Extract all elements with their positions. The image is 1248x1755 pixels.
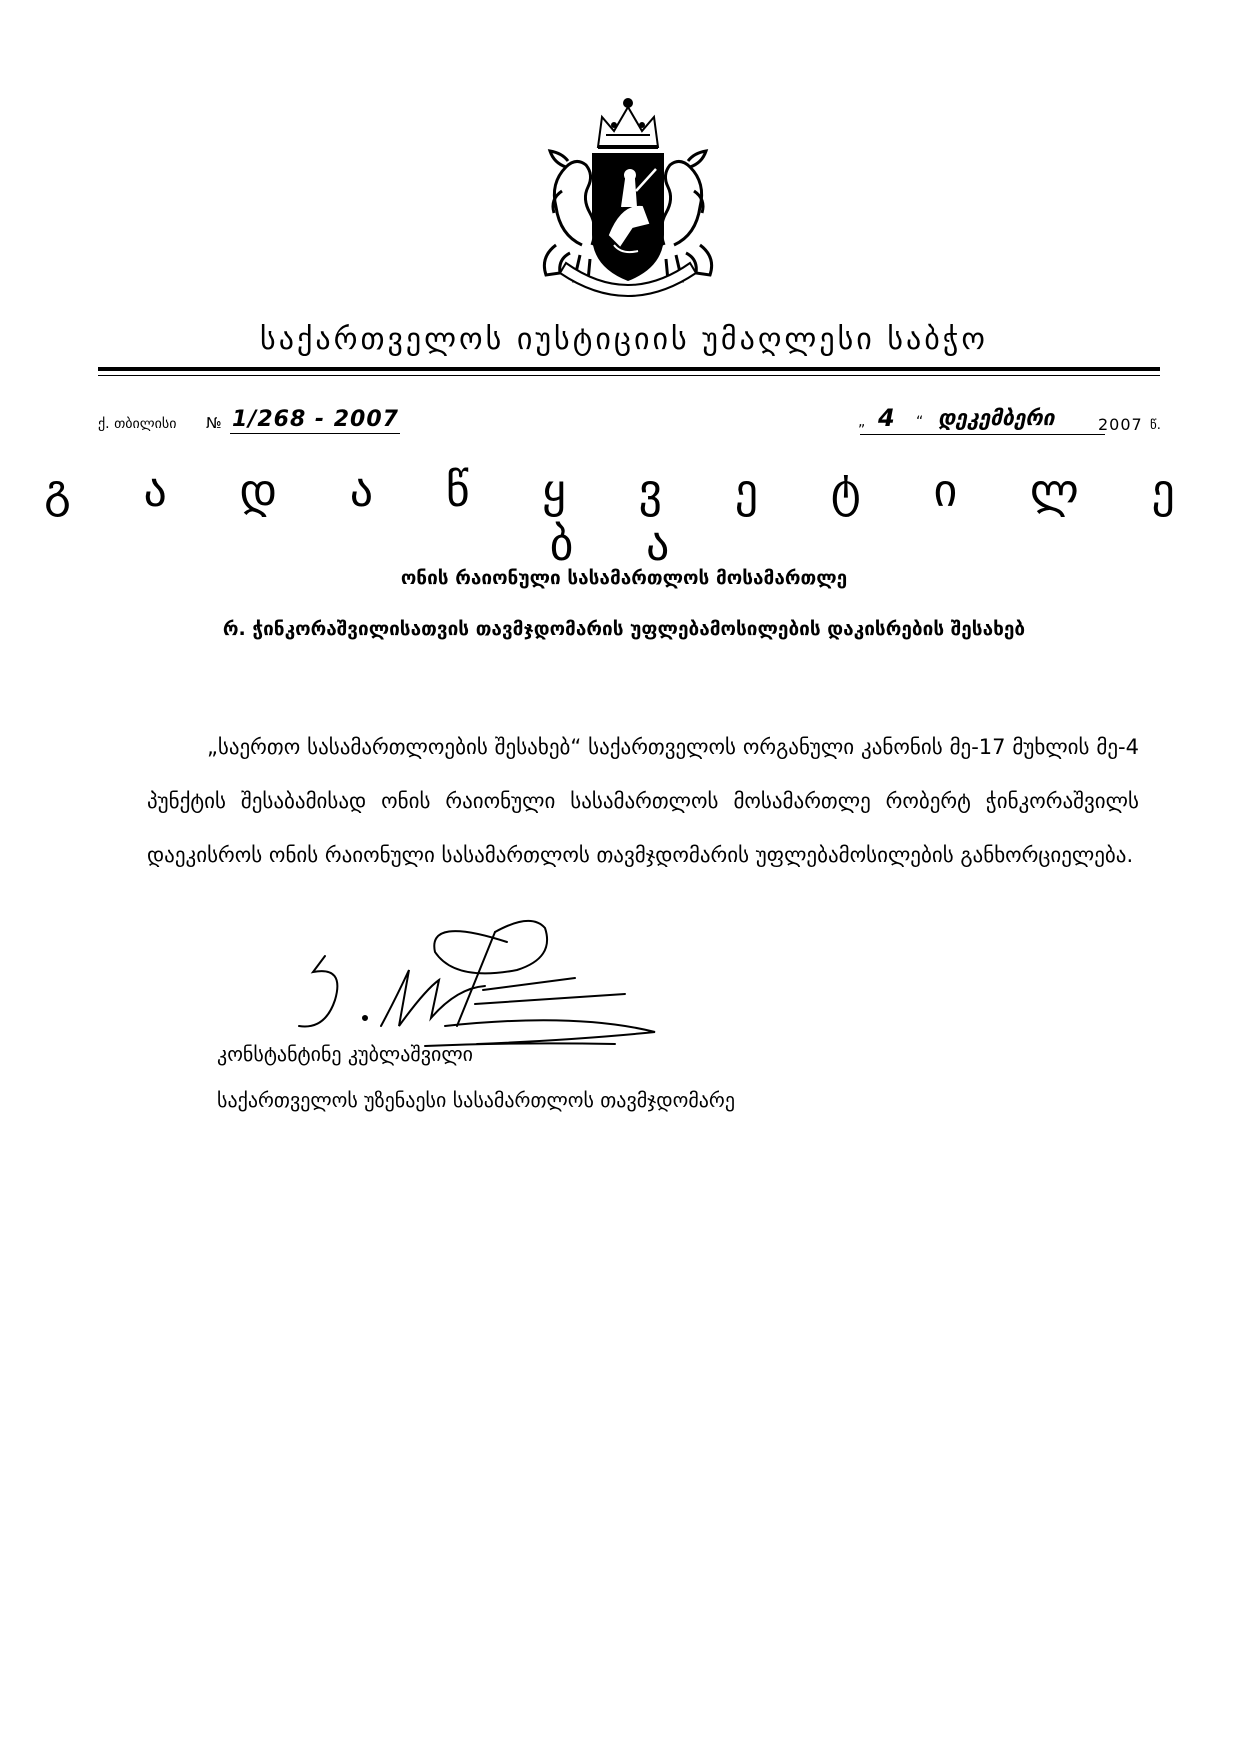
date-month: დეკემბერი — [938, 406, 1055, 430]
subtitle-line-2: რ. ჭინკორაშვილისათვის თავმჯდომარის უფლებამოსილების დაკისრების შესახებ — [222, 618, 1026, 640]
document-number-underline — [230, 433, 400, 434]
date-quote-open: „ — [858, 414, 866, 430]
document-type-heading: გ ა დ ა წ ყ ვ ე ტ ი ლ ე ბ ა — [44, 463, 1204, 571]
header-rule-thin — [98, 375, 1160, 376]
place-label: ქ. თბილისი — [98, 416, 177, 432]
date-day: 4 — [878, 404, 895, 432]
date-quote-close: “ — [916, 414, 924, 430]
header-rule-thick — [98, 367, 1160, 371]
resolution-body-text: „საერთო სასამართლოების შესახებ“ საქართველოს ორგანული კანონის მე-17 მუხლის მე-4 პუნქტის შესაბამისად ონის რაიონული სასამართლოს მოსამართლე რობერტ ჭინკორაშვილს დაეკისროს ონის რაიონული სასამართლოს თავმჯდომარის უფლებამოსილების განხორციელება. — [147, 735, 1139, 867]
lion-left-icon — [544, 151, 594, 281]
council-name-heading: საქართველოს იუსტიციის უმაღლესი საბჭო — [260, 322, 988, 357]
document-number: 1/268 - 2007 — [232, 407, 399, 432]
signer-title: საქართველოს უზენაესი სასამართლოს თავმჯდომარე — [217, 1088, 735, 1112]
lion-right-icon — [661, 151, 711, 281]
crown-icon — [598, 99, 658, 147]
date-year-suffix: წ. — [1150, 418, 1161, 433]
signer-name: კონსტანტინე კუბლაშვილი — [217, 1042, 473, 1066]
coat-of-arms-emblem — [510, 95, 746, 300]
date-underline — [860, 434, 1105, 435]
subtitle-line-1: ონის რაიონული სასამართლოს მოსამართლე — [400, 567, 848, 589]
number-sign: № — [206, 414, 222, 432]
date-year: 2007 — [1098, 415, 1143, 434]
